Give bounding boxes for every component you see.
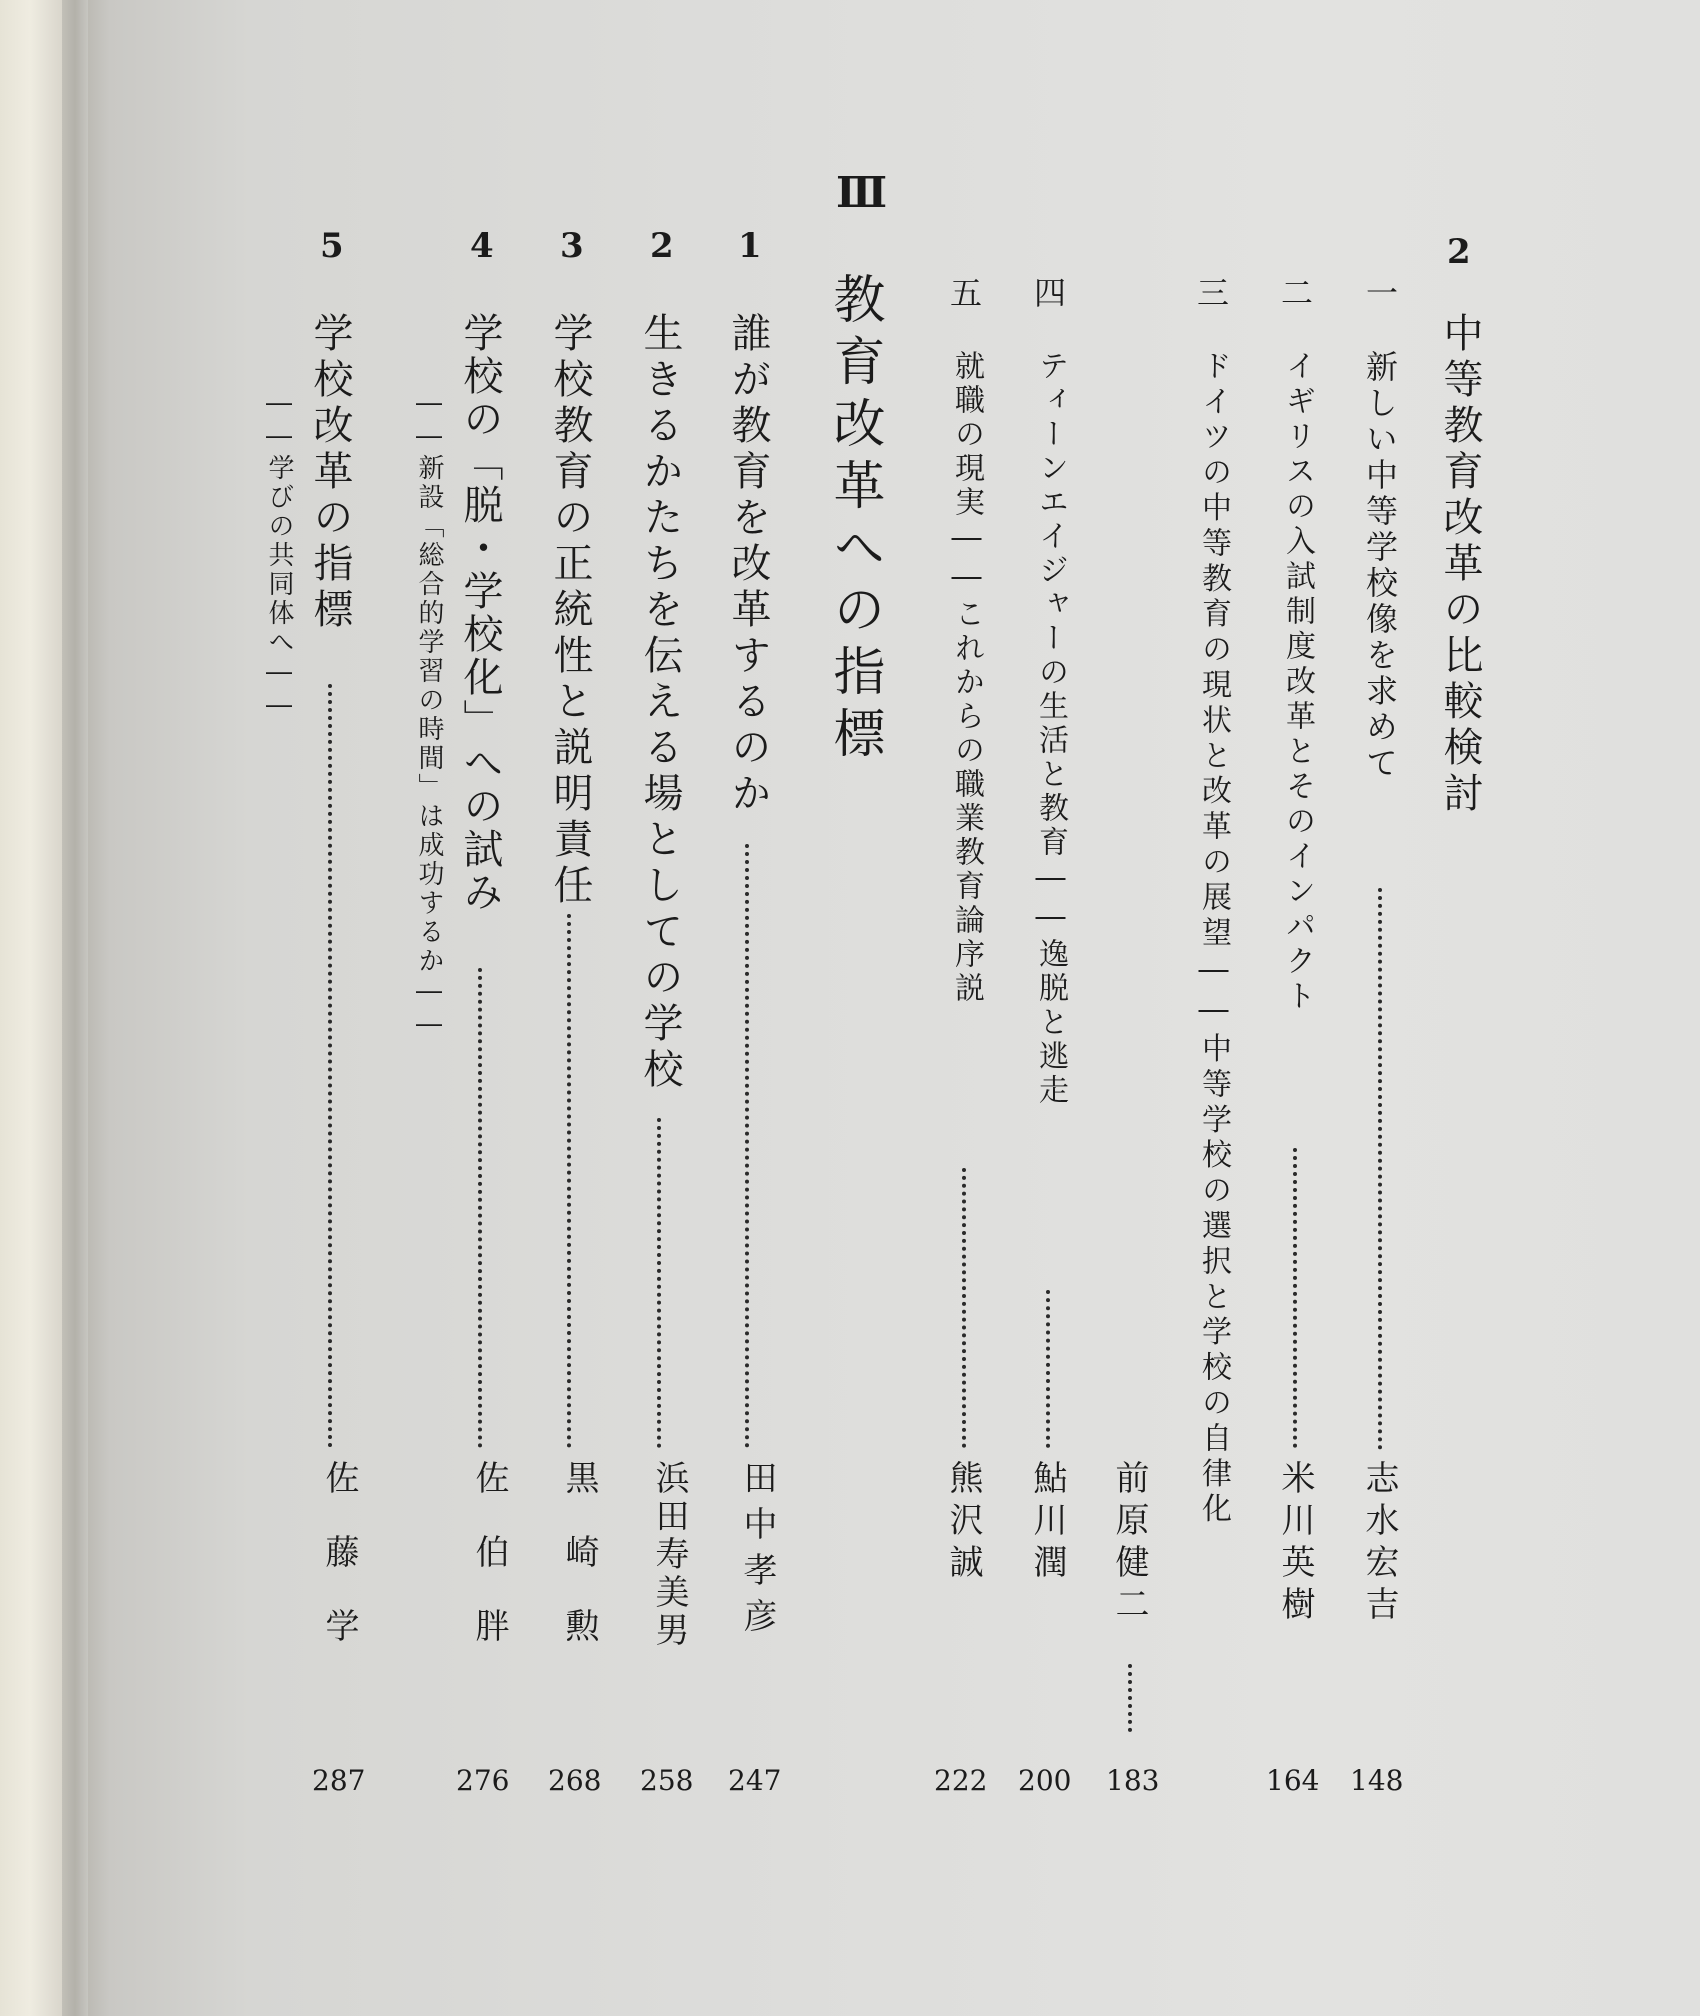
entry-title: 就職の現実――これからの職業教育論序説	[949, 350, 984, 1006]
entry-page: 222	[934, 1764, 988, 1797]
entry-number: 4	[470, 226, 494, 266]
entry-author: 熊沢誠	[943, 1460, 983, 1586]
entry-author: 黒崎勲	[559, 1460, 599, 1682]
entry-mark: 三	[1192, 276, 1230, 312]
entry-author: 佐藤学	[319, 1460, 359, 1682]
entry-page: 183	[1106, 1764, 1160, 1797]
entry-title: 学校教育の正統性と説明責任	[547, 312, 593, 910]
entry-number: 2	[650, 226, 674, 266]
entry-title: ティーンエイジャーの生活と教育――逸脱と逃走	[1033, 350, 1068, 1108]
entry-page: 148	[1350, 1764, 1404, 1797]
entry-title: 誰が教育を改革するのか	[725, 312, 771, 818]
leader-dots	[1128, 1664, 1132, 1732]
leader-dots	[478, 968, 482, 1448]
section-title: 中等教育改革の比較検討	[1437, 312, 1483, 818]
leader-dots	[657, 1118, 661, 1448]
entry-mark: 四	[1029, 276, 1067, 312]
entry-author: 米川英樹	[1275, 1460, 1315, 1628]
entry-author: 鮎川潤	[1027, 1460, 1067, 1586]
leader-dots	[745, 844, 749, 1448]
part-numeral: Ⅲ	[836, 168, 888, 217]
entry-author: 前原健二	[1109, 1460, 1149, 1628]
entry-author: 浜田寿美男	[649, 1460, 689, 1650]
entry-title: 新しい中等学校像を求めて	[1361, 350, 1399, 782]
entry-page: 268	[548, 1764, 602, 1797]
entry-title: 学校改革の指標	[307, 312, 353, 634]
entry-mark: 一	[1361, 276, 1399, 312]
leader-dots	[1378, 888, 1382, 1450]
page-edge-shadow	[62, 0, 88, 2016]
entry-title: ドイツの中等教育の現状と改革の展望――中等学校の選択と学校の自律化	[1196, 350, 1231, 1529]
entry-author: 佐伯胖	[469, 1460, 509, 1682]
entry-number: 3	[560, 226, 584, 266]
entry-page: 200	[1018, 1764, 1072, 1797]
entry-mark: 五	[945, 276, 983, 312]
leader-dots	[1046, 1290, 1050, 1448]
entry-page: 287	[312, 1764, 366, 1797]
entry-author: 田中孝彦	[737, 1460, 777, 1644]
entry-number: 1	[738, 226, 762, 266]
leader-dots	[567, 914, 571, 1448]
part-title: 教育改革への指標	[824, 272, 884, 768]
entry-title: 学校の「脱・学校化」への試み	[457, 312, 503, 914]
entry-author: 志水宏吉	[1359, 1460, 1399, 1628]
entry-number: 5	[320, 226, 344, 266]
leader-dots	[1293, 1148, 1297, 1448]
entry-mark: 二	[1276, 276, 1314, 312]
entry-page: 247	[728, 1764, 782, 1797]
book-gutter	[0, 0, 62, 2016]
entry-title: 生きるかたちを伝える場としての学校	[637, 312, 683, 1094]
entry-subtitle: ――新設「総合的学習の時間」は成功するか――	[414, 388, 444, 1042]
entry-subtitle: ――学びの共同体へ――	[264, 388, 294, 723]
leader-dots	[962, 1168, 966, 1448]
entry-page: 258	[640, 1764, 694, 1797]
section-number: 2	[1447, 232, 1471, 272]
entry-page: 276	[456, 1764, 510, 1797]
leader-dots	[328, 684, 332, 1448]
entry-page: 164	[1266, 1764, 1320, 1797]
entry-title: イギリスの入試制度改革とそのインパクト	[1280, 350, 1315, 1015]
